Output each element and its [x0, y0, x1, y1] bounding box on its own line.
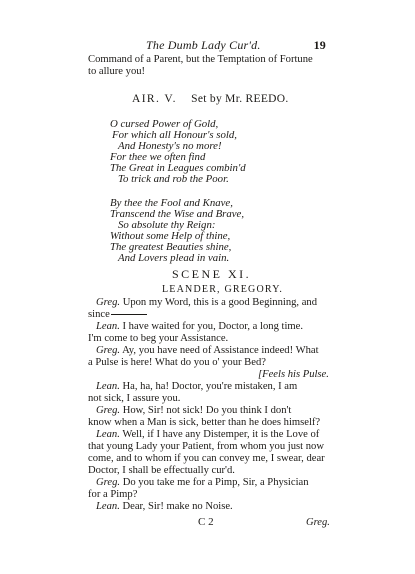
dialogue-line	[88, 309, 328, 321]
scene-title: SCENE XI.	[172, 267, 252, 281]
dialogue-line	[88, 333, 328, 345]
speech-text: know when a Man is sick, better than he does himself?	[88, 417, 321, 428]
running-title: The Dumb Lady Cur'd.	[146, 38, 261, 52]
speaker-name: Greg.	[96, 297, 121, 308]
verse1-line: And Honesty's no more!	[118, 140, 222, 152]
speaker-name: Lean.	[96, 381, 120, 392]
dialogue-line	[88, 453, 328, 465]
verse2-line: By thee the Fool and Knave,	[110, 197, 233, 209]
speech-text: Upon my Word, this is a good Beginning, and	[122, 297, 318, 308]
dialogue-line	[96, 501, 336, 513]
catchword: Greg.	[306, 517, 330, 528]
verse1-line: For thee we often find	[110, 151, 206, 163]
verse2-line: Transcend the Wise and Brave,	[110, 208, 245, 220]
dialogue-line	[96, 477, 336, 489]
speaker-name: Lean.	[96, 429, 120, 440]
verse2-line: Without some Help of thine,	[110, 230, 231, 242]
opening-line-1: Command of a Parent, but the Temptation of Fortune	[88, 54, 313, 65]
speech-text: a Pulse is here! What do you o' your Bed?	[88, 357, 266, 368]
speech-text: I'm come to beg your Assistance.	[88, 333, 229, 344]
verse1-line: The Great in Leagues combin'd	[110, 162, 246, 174]
dialogue-line	[96, 321, 336, 333]
speaker-name: Greg.	[96, 477, 121, 488]
speech-text: come, and to whom if you can convey me, I swear, dear	[88, 453, 325, 464]
verse2-line: So absolute thy Reign:	[118, 219, 216, 231]
verse1-line: To trick and rob the Poor.	[118, 173, 229, 185]
speech-text: not sick, I assure you.	[88, 393, 181, 404]
verse2-line: The greatest Beauties shine,	[110, 241, 232, 253]
dialogue-line	[96, 345, 336, 357]
speech-text: Ay, you have need of Assistance indeed! What	[122, 345, 319, 356]
air-heading	[132, 93, 372, 105]
dialogue-line	[88, 417, 328, 429]
dialogue-line	[88, 393, 328, 405]
speech-text: that young Lady your Patient, from whom you just now	[88, 441, 324, 452]
air-set-by: Set by Mr. REEDO.	[191, 93, 289, 105]
verse1-line: O cursed Power of Gold,	[110, 118, 219, 130]
dialogue-line	[96, 381, 336, 393]
verse2-line: And Lovers plead in vain.	[118, 252, 230, 264]
opening-line-2: to allure you!	[88, 66, 146, 77]
dialogue-line	[88, 465, 328, 477]
speech-text: since	[88, 309, 110, 320]
page-number: 19	[313, 38, 326, 52]
speaker-name: Lean.	[96, 501, 120, 512]
signature-mark: C 2	[198, 516, 214, 528]
air-label: AIR. V.	[132, 93, 177, 105]
dash-rule	[111, 314, 147, 315]
speech-text: Dear, Sir! make no Noise.	[122, 501, 233, 512]
dialogue-line	[96, 297, 336, 309]
speech-text: for a Pimp?	[88, 489, 138, 500]
dialogue-line	[88, 489, 328, 501]
verse1-line: For which all Honour's sold,	[112, 129, 237, 141]
speaker-name: Lean.	[96, 321, 120, 332]
speech-text: I have waited for you, Doctor, a long time.	[122, 321, 303, 332]
dialogue-line	[88, 357, 328, 369]
stage-direction: [Feels his Pulse.	[258, 369, 329, 380]
speaker-name: Greg.	[96, 345, 121, 356]
scene-characters: LEANDER, GREGORY.	[162, 284, 284, 295]
speech-text: How, Sir! not sick! Do you think I don't	[122, 405, 292, 416]
speaker-name: Greg.	[96, 405, 121, 416]
speech-text: Do you take me for a Pimp, Sir, a Physician	[122, 477, 309, 488]
dialogue-line	[96, 429, 336, 441]
dialogue-line	[88, 441, 328, 453]
speech-text: Well, if I have any Distemper, it is the Love of	[122, 429, 320, 440]
speech-text: Ha, ha, ha! Doctor, you're mistaken, I am	[122, 381, 298, 392]
speech-text: Doctor, I shall be effectually cur'd.	[88, 465, 235, 476]
dialogue-line	[96, 405, 336, 417]
